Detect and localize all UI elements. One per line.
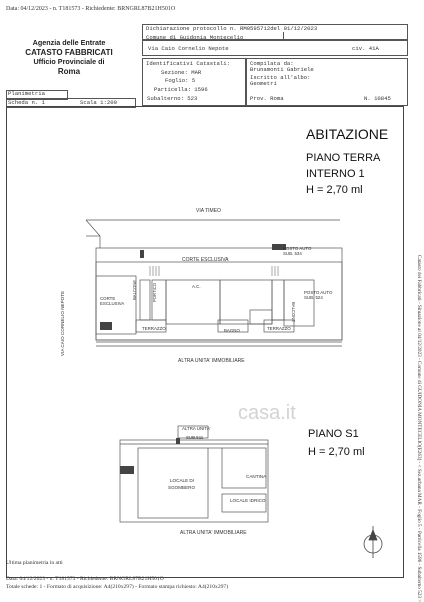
civico-text: civ. 41A bbox=[352, 45, 379, 52]
ufficio-city: Roma bbox=[57, 66, 81, 76]
corte-esclusiva-top-label: CORTE ESCLUSIVA bbox=[182, 257, 229, 263]
dichiarazione-text: Dichiarazione protocollo n. RM0595712del 01/12/2023 bbox=[146, 25, 318, 32]
compilata-name: Brunamonti Gabriele bbox=[250, 66, 314, 73]
sezione-text: Sezione: MAR bbox=[161, 69, 202, 76]
iscritto-label: Iscritto all'albo: bbox=[250, 74, 311, 81]
scheda-text: Scheda n. 1 bbox=[8, 99, 45, 106]
agency-block bbox=[22, 38, 116, 76]
altra-unita-basement-label: ALTRA UNITA' IMMOBILIARE bbox=[180, 530, 247, 536]
terrazzo-left-label: TERRAZZO bbox=[142, 326, 166, 331]
balcone-left-label: BALCONE bbox=[132, 279, 137, 300]
altra-unita-sub511-a: ALTRA UNITA' bbox=[182, 426, 211, 431]
locale-idrico-label: LOCALE IDRICO bbox=[230, 498, 266, 503]
compilata-label: Compilata da: bbox=[250, 60, 294, 67]
corte-esclusiva-left-label: CORTE ESCLUSIVA bbox=[100, 296, 125, 306]
ufficio-label: Ufficio Provinciale di bbox=[33, 57, 105, 66]
ultima-planimetria: Ultima planimetria in atti bbox=[6, 560, 63, 566]
watermark: casa.it bbox=[238, 402, 296, 424]
abitazione-title: ABITAZIONE bbox=[306, 126, 389, 142]
altezza-piano-terra: H = 2,70 ml bbox=[306, 184, 363, 196]
particella-text: Particella: 1596 bbox=[154, 86, 208, 93]
planimetria-label: Planimetria bbox=[8, 90, 45, 97]
terrazzo-right-label: TERRAZZO bbox=[267, 326, 291, 331]
subalterno-text: Subalterno: 523 bbox=[147, 95, 198, 102]
request-info-top: Data: 04/12/2023 - n. T181573 - Richiedente: BRNGRL87B21H501O bbox=[6, 6, 176, 12]
north-arrow-icon bbox=[360, 522, 386, 562]
bagno-label: BAGNO bbox=[224, 328, 240, 333]
locale-sgombero-b: SGOMBERO bbox=[168, 485, 196, 490]
identificativi-label: Identificativi Catastali: bbox=[146, 60, 230, 67]
footer-totale-line: Totale schede: 1 - Formato di acquisizione: A4(210x297) - Formato stampa richiesto: A4(210x297) bbox=[6, 584, 229, 590]
portico-label: PORTICO bbox=[152, 282, 157, 302]
balcone-right-label: BALCONE bbox=[291, 302, 296, 323]
footer-request-line: Data: 04/12/2023 - n. T181573 - Richiedente: BRNGRL87B21H501O bbox=[6, 576, 164, 582]
piano-terra-label: PIANO TERRA bbox=[306, 152, 381, 164]
iscritto-value: Geometri bbox=[250, 80, 277, 87]
comune-text: Comune di Guidonia Montecelio bbox=[146, 34, 244, 41]
altra-unita-ground-label: ALTRA UNITA' IMMOBILIARE bbox=[178, 358, 245, 364]
via-text: Via Caio Cornelio Nepote bbox=[148, 45, 229, 52]
interno-label: INTERNO 1 bbox=[306, 168, 365, 180]
altra-unita-sub511-b: SUB.511 bbox=[186, 435, 204, 440]
locale-sgombero-a: LOCALE DI bbox=[170, 478, 194, 483]
agency-name: Agenzia delle Entrate bbox=[32, 38, 106, 47]
scala-text: Scala 1:200 bbox=[80, 99, 117, 106]
posto-auto-524-label: POSTO AUTO SUB. 524 bbox=[304, 290, 333, 300]
provincia-text: Prov. Roma bbox=[250, 95, 284, 102]
catasto-title: CATASTO FABBRICATI bbox=[25, 47, 113, 57]
side-note-text: Catasto dei Fabbricati - Situazione al 04/12/2023 - Comune di GUIDONIA MONTECELIO(E263) - < Sez.urbana MAR - Foglio 5 - Particella 1596 - Subalterno 523 > bbox=[416, 255, 422, 602]
ac-label: A.C. bbox=[192, 284, 201, 289]
floor-plan-ground bbox=[60, 200, 360, 370]
side-note bbox=[412, 255, 422, 602]
numero-iscrizione: N. 10845 bbox=[364, 95, 391, 102]
posto-auto-534-label: POSTO AUTO SUB. 534 bbox=[283, 246, 312, 256]
altezza-piano-s1: H = 2,70 ml bbox=[308, 446, 365, 458]
foglio-text: Foglio: 5 bbox=[165, 77, 196, 84]
via-caio-label: VIA CAIO CORNELIO NEPOTE bbox=[60, 290, 65, 356]
piano-s1-label: PIANO S1 bbox=[308, 428, 359, 440]
cantina-label: CANTINA bbox=[246, 474, 267, 479]
via-timeo-label: VIA TIMEO bbox=[196, 208, 221, 214]
